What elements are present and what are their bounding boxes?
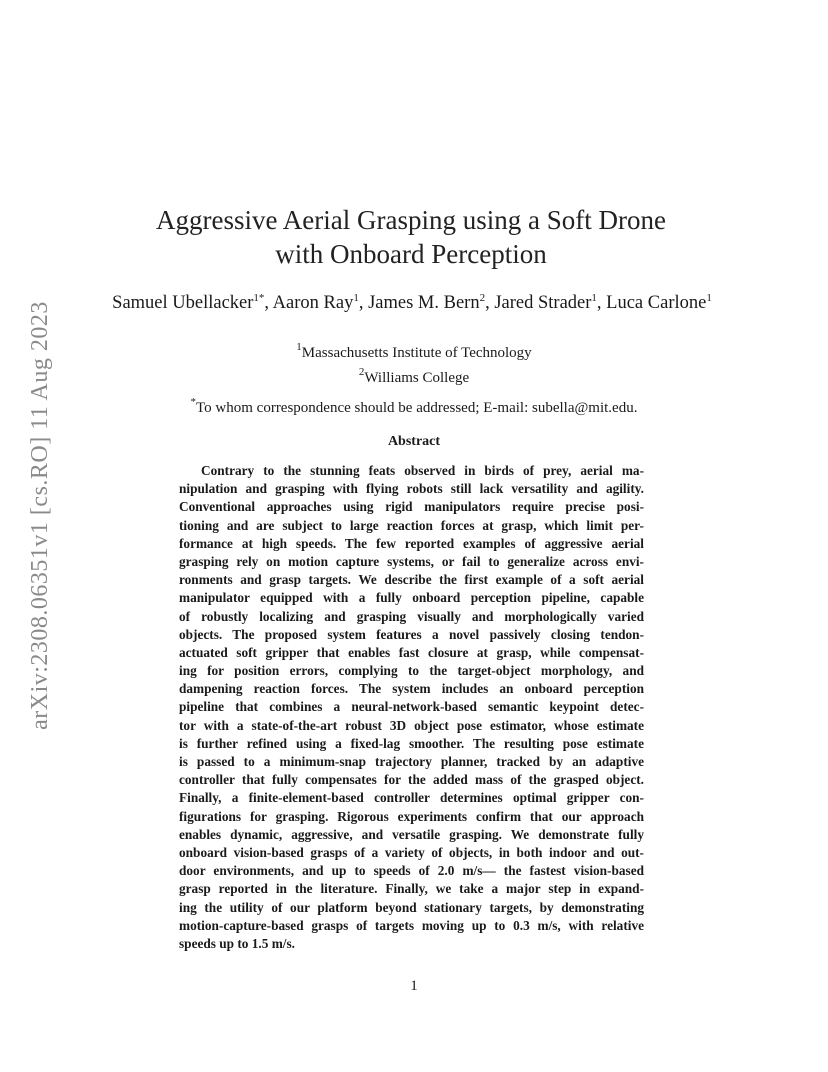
- abstract-line: Contrary to the stunning feats observed in birds of prey, aerial ma-: [201, 463, 644, 478]
- abstract-line: tioning and are subject to large reaction forces at grasp, which limit per-: [179, 517, 644, 533]
- affiliation-name: Massachusetts Institute of Technology: [301, 345, 532, 361]
- abstract-line: of robustly localizing and grasping visually and morphologically varied: [179, 608, 644, 624]
- paper-title: [100, 203, 722, 271]
- abstract-line: tor with a state-of-the-art robust 3D object pose estimator, whose estimate: [179, 717, 644, 733]
- abstract-line: figurations for grasping. Rigorous experiments confirm that our approach: [179, 808, 644, 824]
- abstract-line: nipulation and grasping with flying robots still lack versatility and agility.: [179, 481, 644, 497]
- title-line-2: with Onboard Perception: [275, 239, 547, 269]
- author-name: Samuel Ubellacker: [112, 293, 254, 313]
- affiliation-mit: [0, 341, 828, 362]
- arxiv-identifier: [20, 270, 60, 760]
- abstract-line: is further refined using a fixed-lag smoother. The resulting pose estimate: [179, 735, 644, 751]
- correspondence-note: [0, 396, 828, 417]
- abstract-line: controller that fully compensates for the added mass of the grasped object.: [179, 772, 644, 788]
- abstract-line: onboard vision-based grasps of a variety of objects, in both indoor and out-: [179, 844, 644, 860]
- affiliation-mark: 1: [296, 341, 302, 353]
- abstract-line: ing for position errors, complying to the target-object morphology, and: [179, 663, 644, 679]
- correspondence-text: To whom correspondence should be addressed; E-mail: subella@mit.edu.: [196, 400, 638, 416]
- abstract-line: enables dynamic, aggressive, and versatile grasping. We demonstrate fully: [179, 826, 644, 842]
- abstract-body: [179, 462, 644, 953]
- abstract-line: actuated soft gripper that enables fast closure at grasp, while compensat-: [179, 644, 644, 660]
- author-affiliation-mark: 1: [353, 292, 359, 304]
- author-affiliation-mark: 1*: [253, 292, 265, 304]
- title-line-1: Aggressive Aerial Grasping using a Soft Drone: [156, 205, 666, 235]
- correspondence-mark: *: [190, 396, 197, 408]
- abstract-line: motion-capture-based grasps of targets moving up to 0.3 m/s, with relative: [179, 917, 644, 933]
- abstract-line: pipeline that combines a neural-network-based semantic keypoint detec-: [179, 699, 644, 715]
- abstract-line: dampening reaction forces. The system includes an onboard perception: [179, 681, 644, 697]
- author-name: Jared Strader: [494, 293, 592, 313]
- abstract-line: manipulator equipped with a fully onboard perception pipeline, capable: [179, 590, 644, 606]
- author-name: James M. Bern: [368, 293, 480, 313]
- abstract-line: formance at high speeds. The few reported examples of aggressive aerial: [179, 535, 644, 551]
- abstract-line: Conventional approaches using rigid manipulators require precise posi-: [179, 499, 644, 515]
- author-name: Aaron Ray: [272, 293, 354, 313]
- affiliation-williams: [0, 366, 828, 387]
- abstract-line: grasp reported in the literature. Finally, we take a major step in expand-: [179, 881, 644, 897]
- abstract-line: objects. The proposed system features a novel passively closing tendon-: [179, 626, 644, 642]
- abstract-line: is passed to a minimum-snap trajectory planner, tracked by an adaptive: [179, 754, 644, 769]
- author-affiliation-mark: 1: [591, 292, 597, 304]
- abstract-line: grasping rely on motion capture systems, or fail to generalize across envi-: [179, 553, 644, 569]
- abstract-line: speeds up to 1.5 m/s.: [179, 935, 295, 951]
- arxiv-identifier-text: arXiv:2308.06351v1 [cs.RO] 11 Aug 2023: [26, 300, 53, 730]
- author-affiliation-mark: 2: [479, 292, 486, 304]
- author-name: Luca Carlone: [606, 293, 707, 313]
- abstract-heading: Abstract: [387, 434, 441, 449]
- affiliation-name: Williams College: [364, 370, 470, 386]
- page-number: 1: [410, 978, 418, 994]
- author-list: Samuel Ubellacker$^{1*}$, Aaron Ray$^1$, James M. Bern$^2$, Jared Strader$^1$, Luca Carlone$^1$: [112, 292, 712, 313]
- abstract-line: ing the utility of our platform beyond stationary targets, by demonstrating: [179, 899, 644, 915]
- abstract-line: ronments and grasp targets. We describe the first example of a soft aerial: [179, 572, 644, 588]
- author-affiliation-mark: 1: [706, 292, 712, 304]
- abstract-line: Finally, a finite-element-based controller determines optimal gripper con-: [179, 790, 644, 806]
- abstract-line: door environments, and up to speeds of 2.0 m/s— the fastest vision-based: [179, 863, 644, 879]
- affiliation-mark: 2: [358, 366, 365, 378]
